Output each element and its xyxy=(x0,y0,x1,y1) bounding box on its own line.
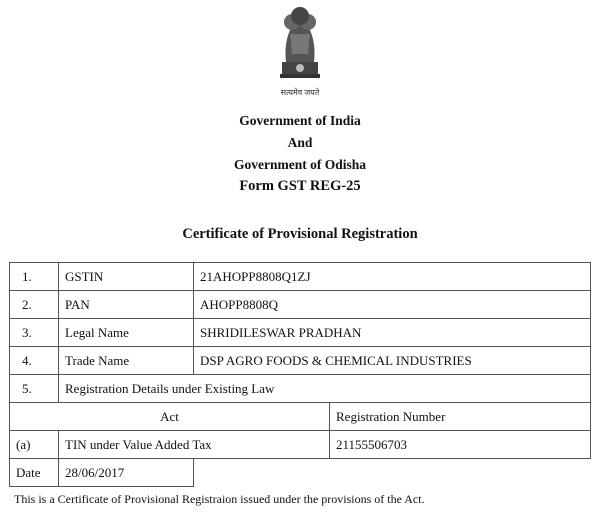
row-number: 5. xyxy=(10,375,59,403)
row-number: 1. xyxy=(10,263,59,291)
field-label-trade-name: Trade Name xyxy=(59,347,194,375)
field-value-legal-name: SHRIDILESWAR PRADHAN xyxy=(194,319,591,347)
field-label-legal-name: Legal Name xyxy=(59,319,194,347)
table-row xyxy=(10,319,591,347)
date-row xyxy=(10,459,591,487)
date-label: Date xyxy=(10,459,59,487)
form-number: Form GST REG-25 xyxy=(239,178,361,194)
entry-registration-number: 21155506703 xyxy=(330,431,591,459)
heading-government-of-odisha: Government of Odisha xyxy=(233,157,366,172)
table-header-row xyxy=(10,403,591,431)
row-number: 3. xyxy=(10,319,59,347)
entry-act: TIN under Value Added Tax xyxy=(59,431,330,459)
field-label-pan: PAN xyxy=(59,291,194,319)
field-label-gstin: GSTIN xyxy=(59,263,194,291)
field-value-pan: AHOPP8808Q xyxy=(194,291,591,319)
registration-table xyxy=(9,262,591,487)
table-row xyxy=(10,291,591,319)
heading-government-of-india: Government of India xyxy=(239,113,361,128)
field-value-gstin: 21AHOPP8808Q1ZJ xyxy=(194,263,591,291)
column-header-registration-number: Registration Number xyxy=(330,403,591,431)
row-number: 2. xyxy=(10,291,59,319)
table-row xyxy=(10,347,591,375)
emblem-motto: सत्यमेव जयते xyxy=(280,88,320,97)
heading-and: And xyxy=(287,135,313,150)
date-value: 28/06/2017 xyxy=(59,459,194,487)
table-row xyxy=(10,431,591,459)
blank-cell xyxy=(194,459,591,487)
table-row xyxy=(10,375,591,403)
certificate-title: Certificate of Provisional Registration xyxy=(182,226,418,242)
entry-index: (a) xyxy=(10,431,59,459)
footer-note: This is a Certificate of Provisional Registraion issued under the provisions of the Act. xyxy=(14,492,425,506)
section-label-existing-law: Registration Details under Existing Law xyxy=(59,375,591,403)
row-number: 4. xyxy=(10,347,59,375)
field-value-trade-name: DSP AGRO FOODS & CHEMICAL INDUSTRIES xyxy=(194,347,591,375)
column-header-act: Act xyxy=(10,403,330,431)
table-row xyxy=(10,263,591,291)
